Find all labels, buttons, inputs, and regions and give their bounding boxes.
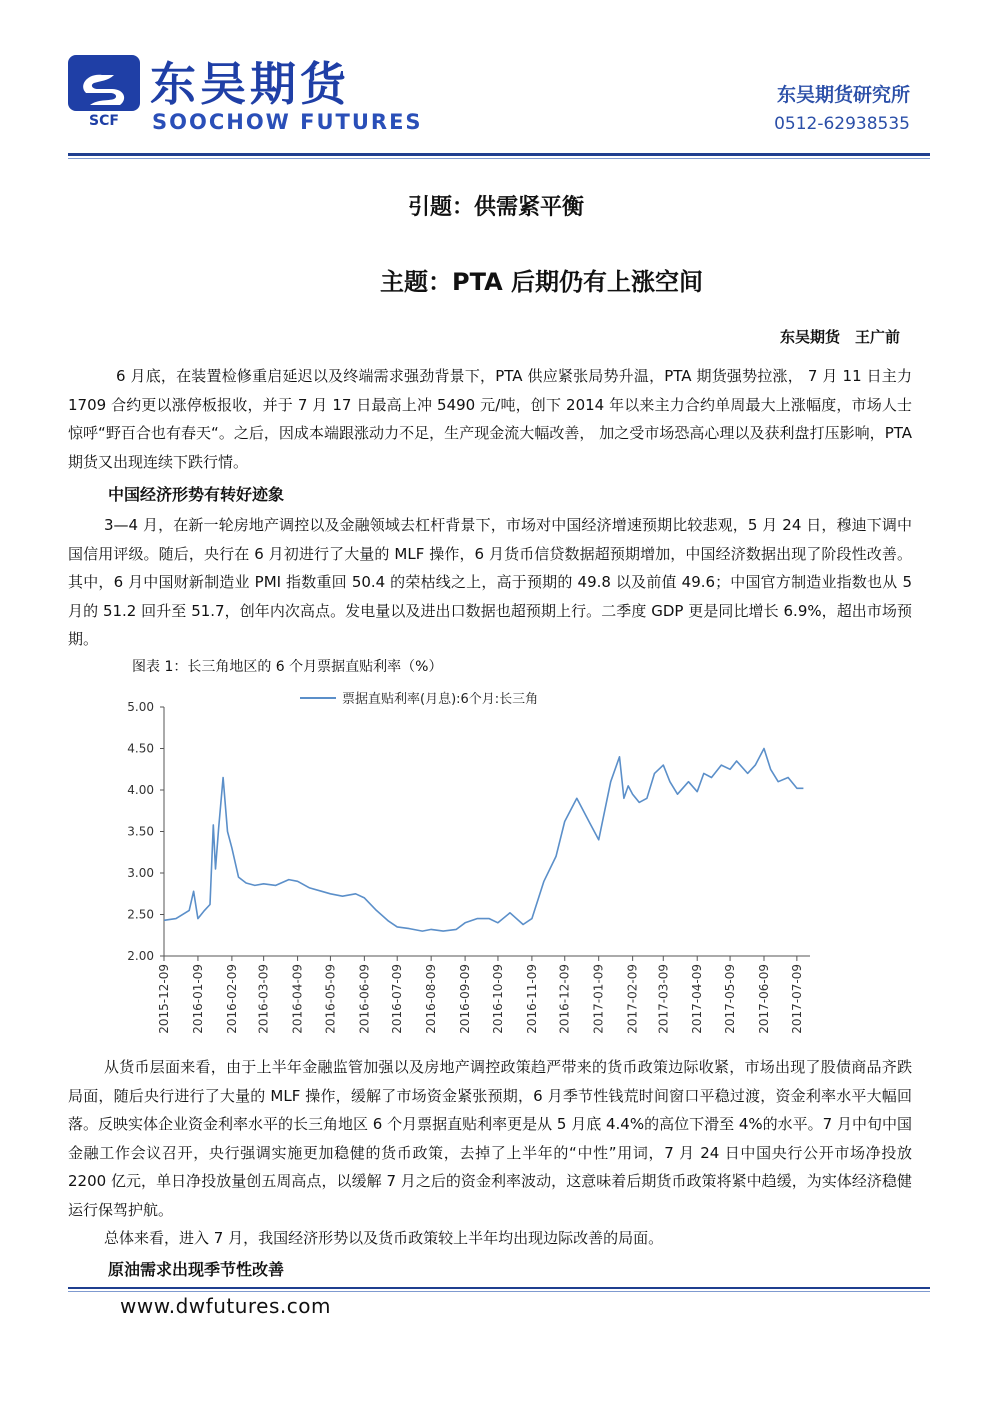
y-tick-label: 5.00 [127,700,154,714]
x-tick-label: 2016-03-09 [256,964,271,1034]
x-tick-label: 2016-11-09 [524,964,539,1034]
x-tick-label: 2017-06-09 [757,964,772,1034]
y-tick-label: 3.50 [127,824,154,839]
lead-title: 引题：供需紧平衡 [407,195,584,220]
x-tick-label: 2016-06-09 [357,964,372,1034]
x-tick-label: 2016-05-09 [323,964,338,1034]
institute-name: 东吴期货研究所 [776,84,910,106]
section-heading-crude: 原油需求出现季节性改善 [108,1260,285,1279]
section-heading-economy: 中国经济形势有转好迹象 [108,485,285,504]
x-tick-label: 2016-08-09 [424,964,439,1034]
x-tick-label: 2016-01-09 [190,964,205,1034]
x-tick-label: 2017-07-09 [789,964,804,1034]
y-tick-label: 4.00 [127,783,154,797]
x-tick-label: 2015-12-09 [157,964,171,1034]
chart-caption: 图表 1：长三角地区的 6 个月票据直贴利率（%） [132,659,443,675]
x-tick-label: 2016-07-09 [390,964,405,1034]
paragraph-monetary: 从货币层面来看，由于上半年金融监管加强以及房地产调控政策趋严带来的货币政策边际收紧，市场出现了股债商品齐跌局面，随后央行进行了大量的 MLF 操作，缓解了市场资金紧张预期，6 月季节性钱荒时间窗口平稳过渡，资金利率水平大幅回落。反映实体企业资金利率水平的长三角地区 6 个月票据直贴利率更是从 5 月底 4.4%的高位下滑至 4%的水平。7 月中旬中国金融工作会议召开，央行强调实施更加稳健的货币政策，去掉了上半年的“中性”用词，7 月 24 日中国央行公开市场净投放 2200 亿元，单日净投放量创五周高点，以缓解 7 月之后的资金利率波动，这意味着后期货币政策将紧中趋缓，为实体经济稳健运行保驾护航。 [68,1058,912,1219]
x-tick-label: 2016-10-09 [490,964,505,1034]
header-divider-thin [68,158,930,159]
x-tick-label: 2016-04-09 [290,964,305,1034]
footer-website: www.dwfutures.com [120,1294,331,1318]
x-tick-label: 2016-12-09 [557,964,572,1034]
author-line: 东吴期货 王广前 [779,328,900,346]
footer-divider [68,1287,930,1289]
company-logo-icon [68,55,140,127]
paragraph-economy: 3—4 月，在新一轮房地产调控以及金融领域去杠杆背景下，市场对中国经济增速预期比较悲观，5 月 24 日，穆迪下调中国信用评级。随后，央行在 6 月初进行了大量的 MLF 操作，6 月货币信贷数据超预期增加，中国经济数据出现了阶段性改善。其中，6 月中国财新制造业 PMI 指数重回 50.4 的荣枯线之上，高于预期的 49.8 以及前值 49.6；中国官方制造业指数也从 5 月的 51.2 回升至 51.7，创年内次高点。发电量以及进出口数据也超预期上行。二季度 GDP 更是同比增长 6.9%，超出市场预期。 [68,516,912,648]
institute-phone: 0512-62938535 [774,114,910,134]
logo-english-name: SOOCHOW FUTURES [152,110,423,134]
x-tick-label: 2016-09-09 [458,964,473,1034]
logo-abbr: SCF [89,113,119,127]
x-tick-label: 2017-02-09 [625,964,640,1034]
paragraph-intro: 6 月底，在装置检修重启延迟以及终端需求强劲背景下，PTA 供应紧张局势升温，PTA 期货强势拉涨， 7 月 11 日主力 1709 合约更以涨停板报收，并于 7 月 17 日最高上冲 5490 元/吨，创下 2014 年以来主力合约单周最大上涨幅度，市场人士惊呼“野百合也有春天“。之后，因成本端跟涨动力不足，生产现金流大幅改善， 加之受市场恐高心理以及获利盘打压影响，PTA 期货又出现连续下跌行情。 [68,367,912,471]
y-tick-label: 2.50 [127,907,154,922]
y-tick-label: 2.00 [127,949,154,963]
x-tick-label: 2017-01-09 [591,964,606,1034]
logo-chinese-name: 东吴期货 [150,57,350,111]
x-tick-label: 2016-02-09 [224,964,239,1034]
x-tick-label: 2017-04-09 [690,964,705,1034]
bill-rate-line-chart [100,685,820,1045]
paragraph-summary: 总体来看，进入 7 月，我国经济形势以及货币政策较上半年均出现边际改善的局面。 [104,1229,664,1247]
y-tick-label: 4.50 [127,741,154,756]
x-tick-label: 2017-05-09 [723,964,738,1034]
footer-divider-thin [68,1291,930,1292]
series-line-bill-rate [164,749,803,932]
main-title: 主题：PTA 后期仍有上涨空间 [380,268,704,296]
x-tick-label: 2017-03-09 [656,964,671,1034]
legend-label: 票据直贴利率(月息):6个月:长三角 [342,692,539,707]
header-divider [68,153,930,156]
y-tick-label: 3.00 [127,866,154,880]
